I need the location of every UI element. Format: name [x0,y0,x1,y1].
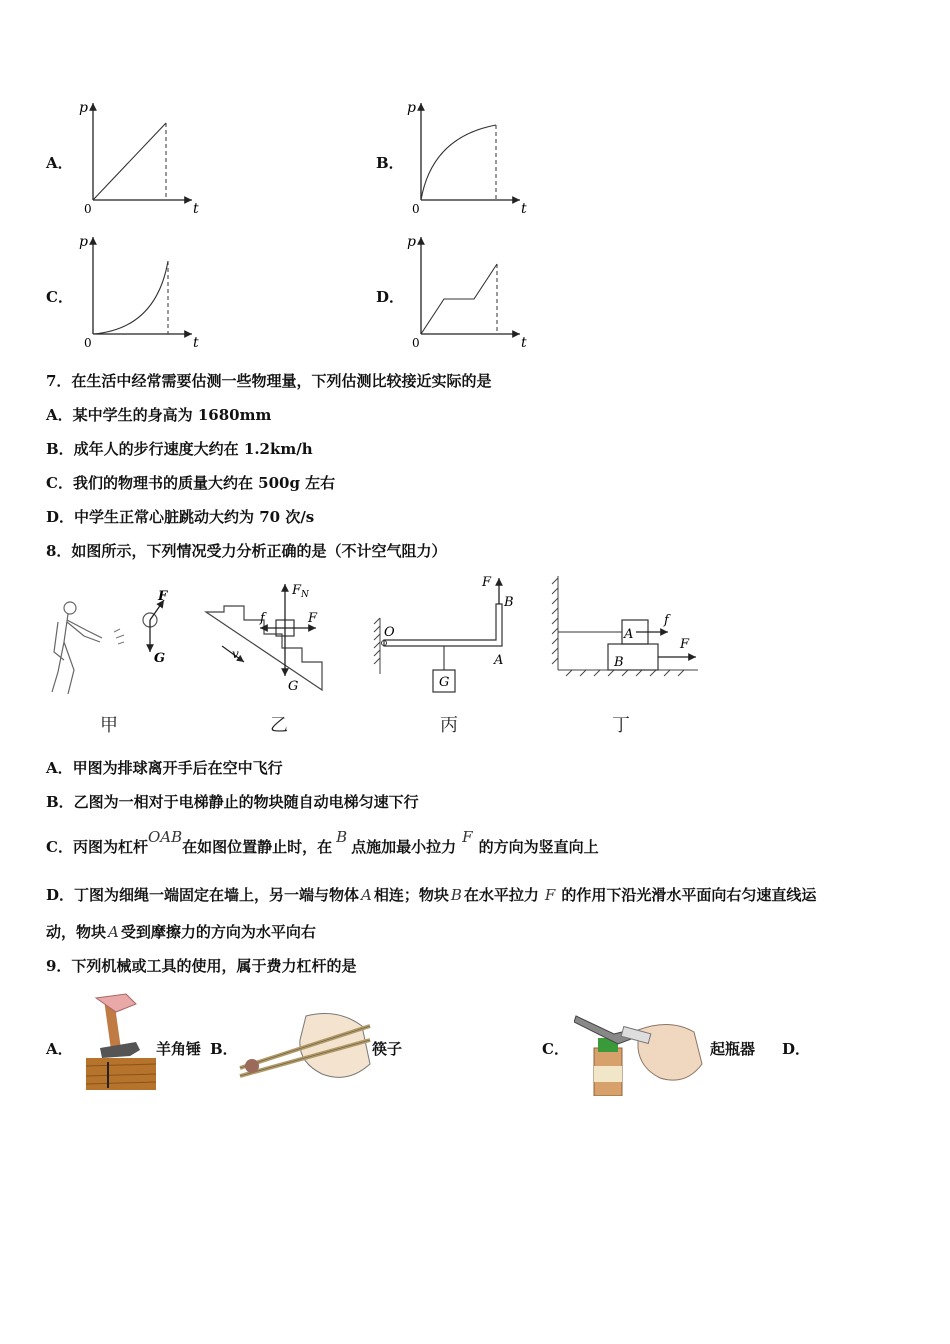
q7-option-b: B．成年人的步行速度大约在 1.2km/h [46,440,313,458]
origin-label: 0 [84,336,92,350]
label-O: O [384,625,395,640]
q7-option-d: D．中学生正常心脏跳动大约为 70 次/s [46,508,315,526]
x-label: t [193,201,199,217]
y-label: p [407,234,416,250]
label-f: f [664,613,669,628]
lever-OAB [384,604,502,646]
option-letter-b: B． [376,154,404,172]
curve-convex [93,261,168,334]
curve-piecewise [421,264,497,334]
label-F: F [482,575,492,590]
graph-b [404,95,534,220]
q8-option-a: A．甲图为排球离开手后在空中飞行 [46,759,283,777]
caption-jia: 甲 [100,715,118,736]
caption-bing: 丙 [440,715,458,736]
x-label: t [193,335,199,351]
label-G: G [154,651,166,666]
chopsticks-icon [238,1006,372,1086]
q9-letter-b: B． [210,1040,238,1058]
origin-label: 0 [412,336,420,350]
label-B: B [504,595,514,610]
q8-stem: 8．如图所示，下列情况受力分析正确的是（不计空气阻力） [46,542,447,560]
label-A: A [494,653,504,668]
q8-option-d-cont: 动，物块 A 受到摩擦力的方向为水平向右 [46,923,316,941]
figure-jia [44,582,184,702]
q9-label-c: 起瓶器 [710,1040,756,1058]
q7-option-a: A．某中学生的身高为 1680mm [46,406,272,424]
q9-label-a: 羊角锤 [156,1040,202,1058]
graph-a [76,95,206,220]
graph-c [76,229,206,354]
figure-bing [370,574,520,704]
label-FN: $F_N$ [292,583,309,600]
origin-label: 0 [84,202,92,216]
q8-option-d: D．丁图为细绳一端固定在墙上，另一端与物体 A 相连；物块 B 在水平拉力 F 的作用下沿光滑水平面向右匀速直线运 [46,886,817,904]
graph-d [404,229,534,354]
option-letter-d: D． [376,288,405,306]
bottle-opener-icon [574,1008,708,1096]
figure-ding [548,574,708,684]
q8-option-c: C．丙图为杠杆OAB在如图位置静止时，在B点施加最小拉力F的方向为竖直向上 [46,828,599,856]
origin-label: 0 [412,202,420,216]
label-F: F [308,611,318,626]
y-label: p [79,100,88,116]
q9-letter-d: D． [782,1040,811,1058]
y-label: p [407,100,416,116]
caption-yi: 乙 [270,715,288,736]
label-v: v [232,647,239,661]
q9-stem: 9．下列机械或工具的使用，属于费力杠杆的是 [46,957,357,975]
caption-ding: 丁 [612,715,630,736]
q9-letter-c: C． [542,1040,569,1058]
curve-concave [421,125,496,200]
q9-letter-a: A． [46,1040,73,1058]
label-G: G [439,675,450,690]
claw-hammer-icon [86,990,158,1094]
option-letter-c: C． [46,288,73,306]
curve-linear [93,123,166,200]
label-A: A [624,627,634,642]
label-F: F [158,589,168,604]
volleyball-player-icon [52,602,102,694]
q9-label-b: 筷子 [372,1040,403,1058]
label-B: B [614,655,624,670]
option-letter-a: A． [46,154,73,172]
q7-option-c: C．我们的物理书的质量大约在 500g 左右 [46,474,336,492]
x-label: t [521,201,527,217]
label-G: G [288,679,299,694]
x-label: t [521,335,527,351]
label-f: f [260,611,265,626]
figure-yi [200,578,335,703]
label-F: F [680,637,690,652]
q8-option-b: B．乙图为一相对于电梯静止的物块随自动电梯匀速下行 [46,793,419,811]
y-label: p [79,234,88,250]
q7-stem: 7．在生活中经常需要估测一些物理量，下列估测比较接近实际的是 [46,372,492,390]
